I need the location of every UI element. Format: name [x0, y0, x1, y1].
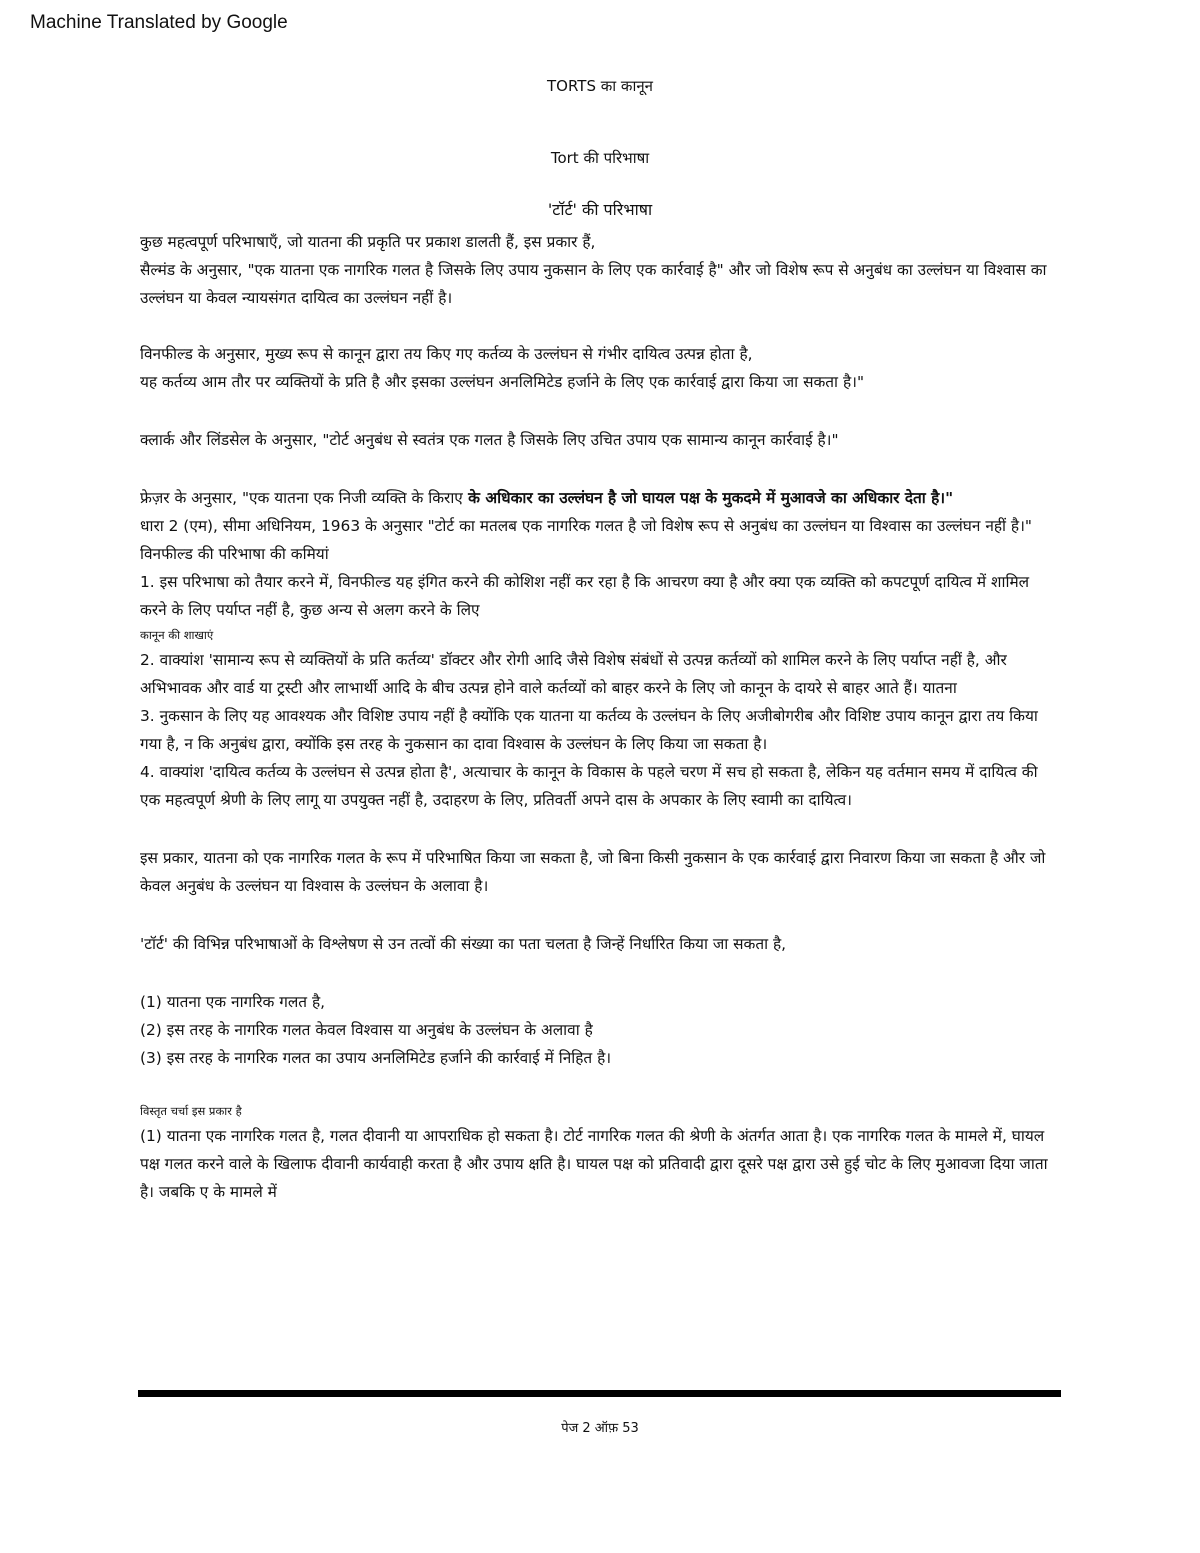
definition-heading: Tort की परिभाषा — [550, 149, 650, 167]
fraser-definition-bold: के अधिकार का उल्लंघन है जो घायल पक्ष के मुकदमे में मुआवजे का अधिकार देता है।" — [462, 489, 954, 507]
detail-paragraph-1: (1) यातना एक नागरिक गलत है, गलत दीवानी या आपराधिक हो सकता है। टोर्ट नागरिक गलत की श्रेणी के अंतर्गत आता है। एक नागरिक गलत के मामले में, घायल पक्ष गलत करने वाले के खिलाफ दीवानी कार्यवाही करता है और उपाय क्षति है। घायल पक्ष को प्रतिवादी द्वारा दूसरे पक्ष द्वारा उसे हुई चोट के लिए मुआवजा दिया जाता है। जबकि ए के मामले में — [140, 1127, 1048, 1201]
document-body — [140, 228, 1060, 1206]
footer-divider — [138, 1390, 1061, 1397]
clark-lindsell-definition: क्लार्क और लिंडसेल के अनुसार, "टोर्ट अनुबंध से स्वतंत्र एक गलत है जिसके लिए उचित उपाय एक सामान्य कानून कार्रवाई है।" — [140, 431, 839, 449]
fraser-definition-plain: फ्रेज़र के अनुसार, "एक यातना एक निजी व्यक्ति के किराए — [140, 489, 463, 507]
salmond-definition: सैल्मंड के अनुसार, "एक यातना एक नागरिक गलत है जिसके लिए उपाय नुकसान के लिए एक कार्रवाई है" और जो विशेष रूप से अनुबंध का उल्लंघन या विश्वास का उल्लंघन या केवल न्यायसंगत दायित्व का उल्लंघन नहीं है। — [140, 261, 1047, 307]
document-title: TORTS का कानून — [547, 77, 653, 95]
winfield-definition-line2: यह कर्तव्य आम तौर पर व्यक्तियों के प्रति है और इसका उल्लंघन अनलिमिटेड हर्जाने के लिए एक कार्रवाई द्वारा किया जा सकता है।" — [140, 373, 865, 391]
drawback-point-1: 1. इस परिभाषा को तैयार करने में, विनफील्ड यह इंगित करने की कोशिश नहीं कर रहा है कि आचरण क्या है और क्या एक व्यक्ति को कपटपूर्ण दायित्व में शामिल करने के लिए पर्याप्त नहीं है, कुछ अन्य से अलग करने के लिए — [140, 573, 1030, 619]
element-2: (2) इस तरह के नागरिक गलत केवल विश्वास या अनुबंध के उल्लंघन के अलावा है — [140, 1021, 593, 1039]
winfield-definition-line1: विनफील्ड के अनुसार, मुख्य रूप से कानून द्वारा तय किए गए कर्तव्य के उल्लंघन से गंभीर दायित्व उत्पन्न होता है, — [140, 345, 753, 363]
conclusion-paragraph: इस प्रकार, यातना को एक नागरिक गलत के रूप में परिभाषित किया जा सकता है, जो बिना किसी नुकसान के एक कार्रवाई द्वारा निवारण किया जा सकता है और जो केवल अनुबंध के उल्लंघन या विश्वास के उल्लंघन के अलावा है। — [140, 849, 1046, 895]
element-1: (1) यातना एक नागरिक गलत है, — [140, 993, 326, 1011]
detailed-discussion-heading: विस्तृत चर्चा इस प्रकार है — [140, 1104, 242, 1118]
page-number: पेज 2 ऑफ़ 53 — [561, 1421, 639, 1436]
definition-subheading: 'टॉर्ट' की परिभाषा — [547, 200, 653, 219]
analysis-paragraph: 'टॉर्ट' की विभिन्न परिभाषाओं के विश्लेषण से उन तत्वों की संख्या का पता चलता है जिन्हें निर्धारित किया जा सकता है, — [140, 935, 787, 953]
branches-of-law-label: कानून की शाखाएं — [140, 628, 214, 642]
intro-paragraph: कुछ महत्वपूर्ण परिभाषाएँ, जो यातना की प्रकृति पर प्रकाश डालती हैं, इस प्रकार हैं, — [140, 233, 596, 251]
drawback-point-2: 2. वाक्यांश 'सामान्य रूप से व्यक्तियों के प्रति कर्तव्य' डॉक्टर और रोगी आदि जैसे विशेष संबंधों से उत्पन्न कर्तव्यों को शामिल करने के लिए पर्याप्त नहीं है, और अभिभावक और वार्ड या ट्रस्टी और लाभार्थी आदि के बीच उत्पन्न होने वाले कर्तव्यों को बाहर करने के लिए जो कानून के दायरे से बाहर आते हैं। यातना — [140, 651, 1007, 697]
element-3: (3) इस तरह के नागरिक गलत का उपाय अनलिमिटेड हर्जाने की कार्रवाई में निहित है। — [140, 1049, 612, 1067]
drawback-point-3: 3. नुकसान के लिए यह आवश्यक और विशिष्ट उपाय नहीं है क्योंकि एक यातना या कर्तव्य के उल्लंघन के लिए अजीबोगरीब और विशिष्ट उपाय कानून द्वारा तय किया गया है, न कि अनुबंध द्वारा, क्योंकि इस तरह के नुकसान का दावा विश्वास के उल्लंघन के लिए किया जा सकता है। — [140, 707, 1038, 753]
fraser-definition — [140, 484, 1060, 512]
machine-translation-watermark: Machine Translated by Google — [30, 12, 288, 33]
drawback-point-4: 4. वाक्यांश 'दायित्व कर्तव्य के उल्लंघन से उत्पन्न होता है', अत्याचार के कानून के विकास के पहले चरण में सच हो सकता है, लेकिन यह वर्तमान समय में दायित्व की एक महत्वपूर्ण श्रेणी के लिए लागू या उपयुक्त नहीं है, उदाहरण के लिए, प्रतिवर्ती अपने दास के अपकार के लिए स्वामी का दायित्व। — [140, 763, 1038, 809]
limitation-act-definition: धारा 2 (एम), सीमा अधिनियम, 1963 के अनुसार "टोर्ट का मतलब एक नागरिक गलत है जो विशेष रूप से अनुबंध का उल्लंघन या विश्वास का उल्लंघन नहीं है।" विनफील्ड की परिभाषा की कमियां — [140, 517, 1033, 563]
